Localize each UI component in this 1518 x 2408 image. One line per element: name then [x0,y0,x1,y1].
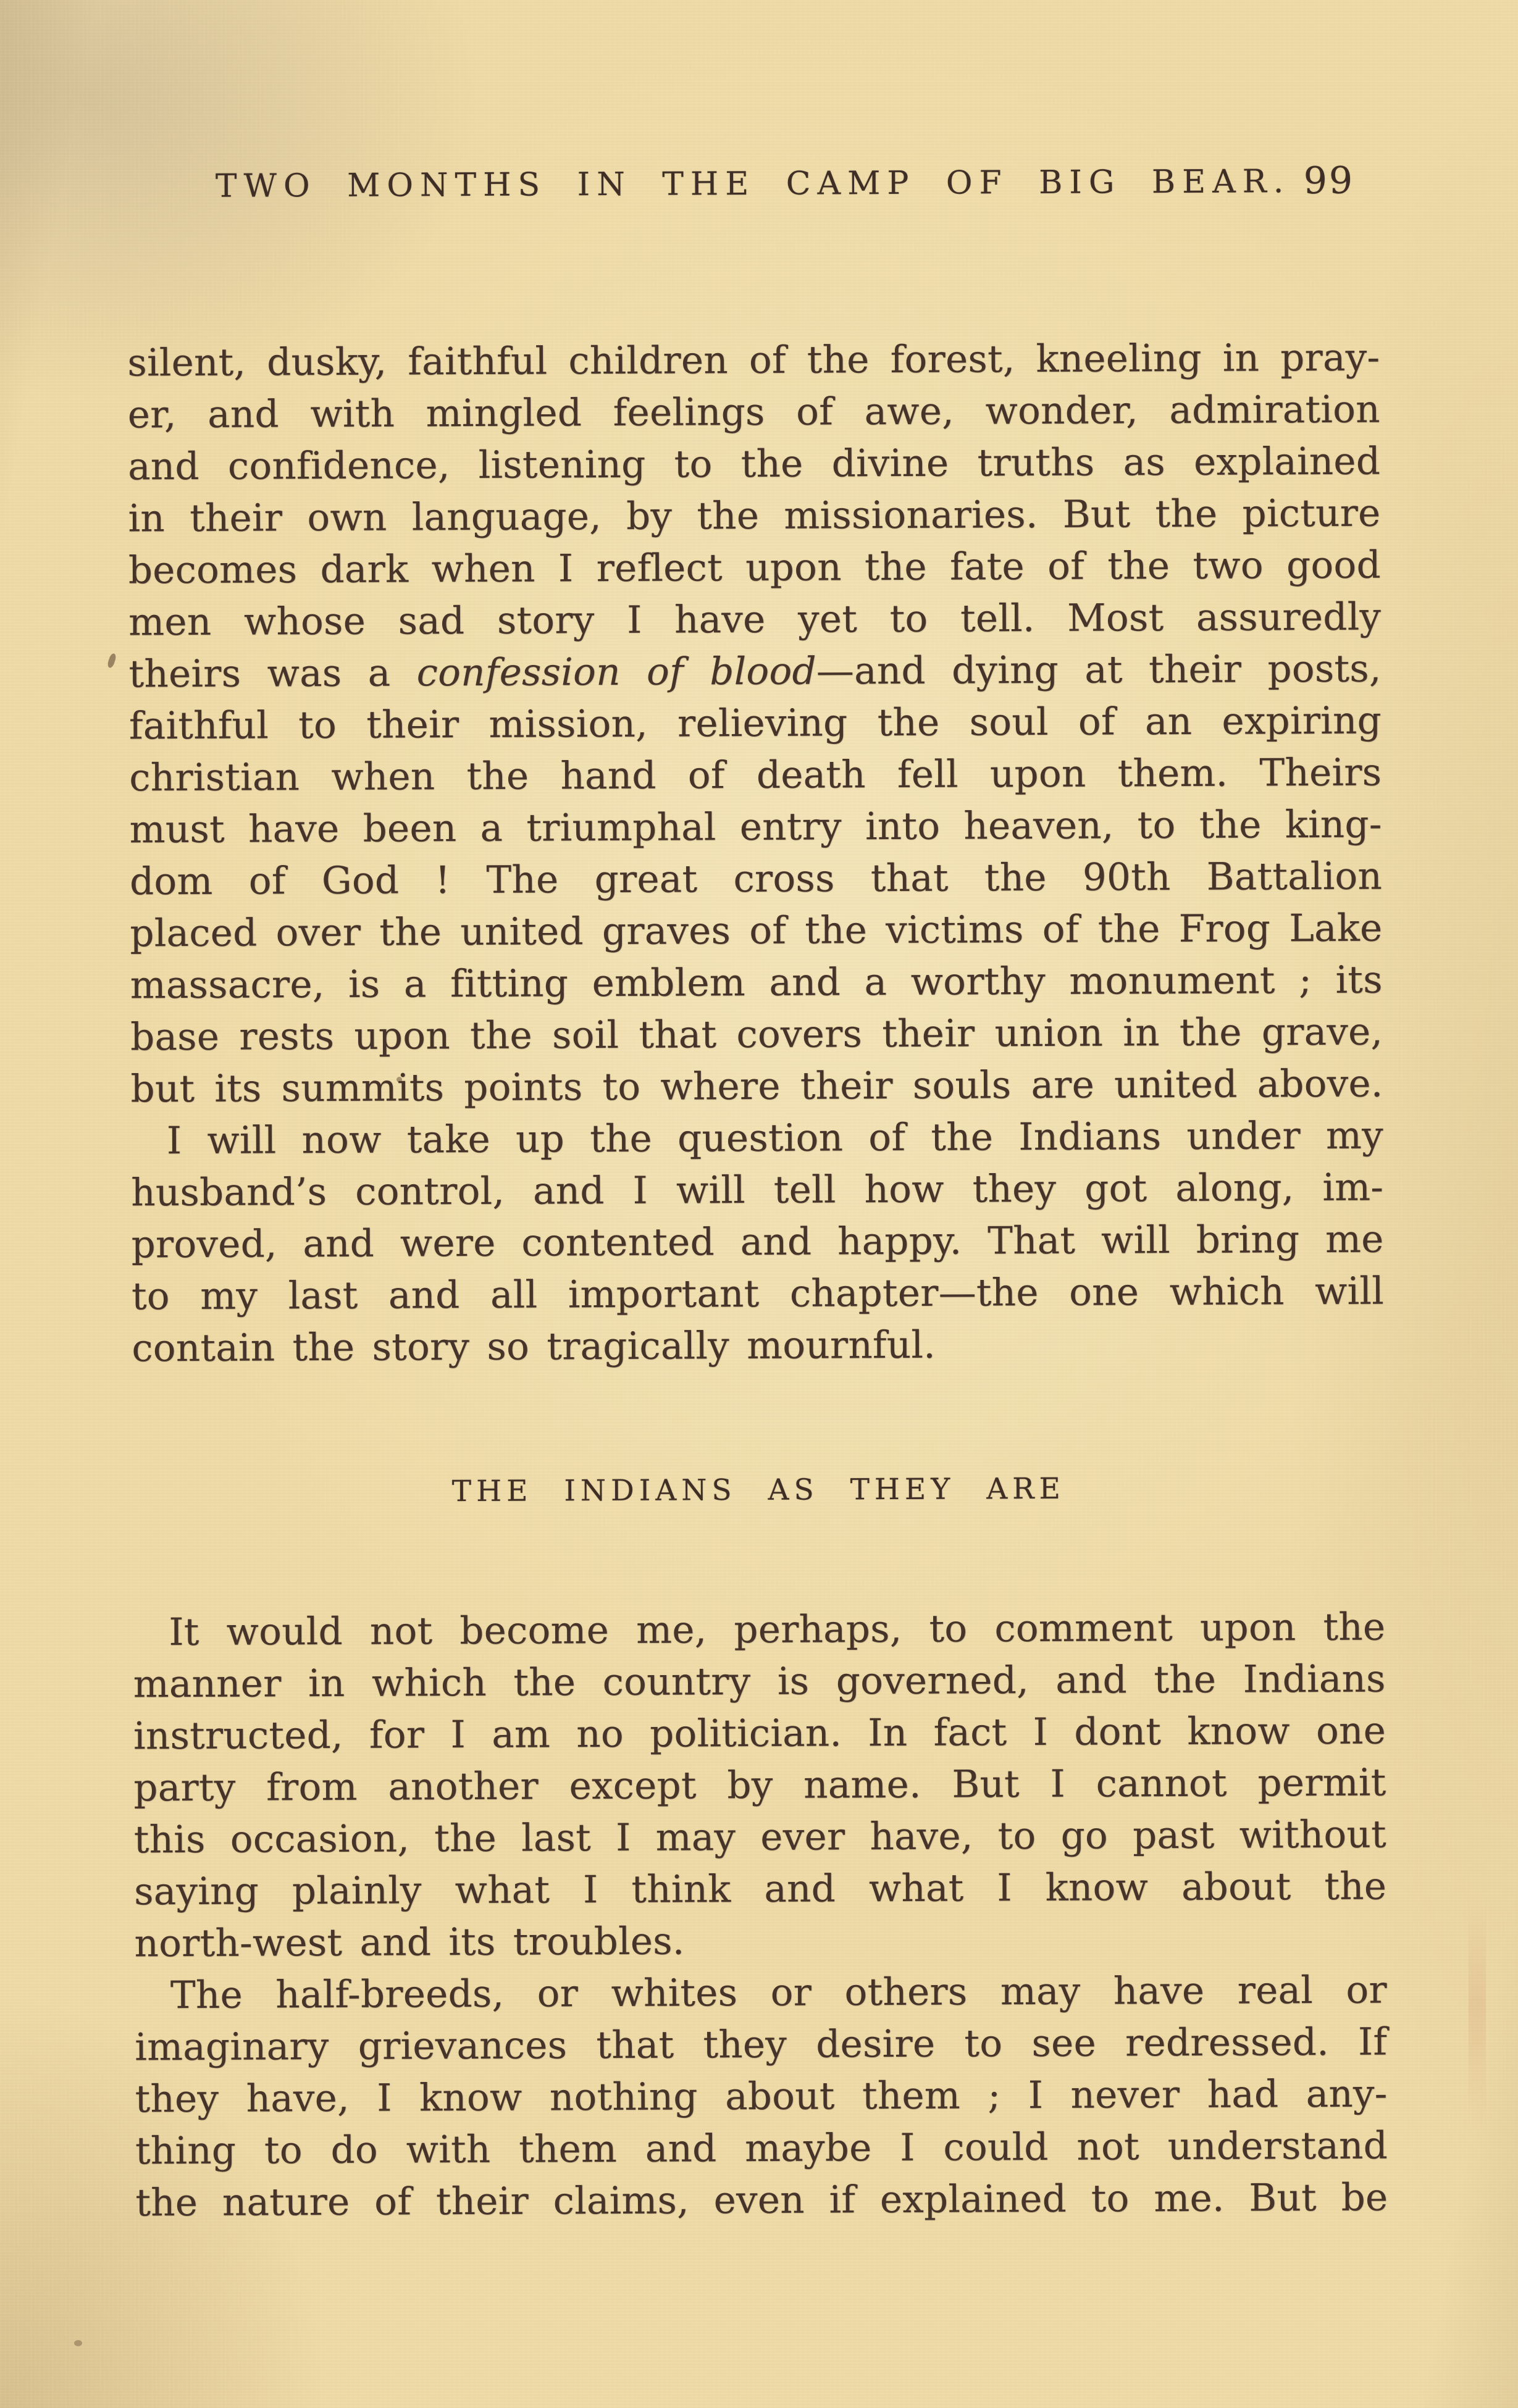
page-content [127,159,1388,2230]
text-line: base rests upon the soil that covers their union in the grave, [130,1010,1383,1060]
text-line: must have been a triumphal entry into heaven, to the king- [129,802,1382,852]
text-line: placed over the united graves of the victims of the Frog Lake [130,906,1383,956]
text-line: in their own language, by the missionaries. But the picture [128,491,1381,541]
text-line: contain the story so tragically mournful. [132,1323,936,1371]
text-line: manner in which the country is governed, and the Indians [133,1657,1386,1707]
text-line: becomes dark when I reflect upon the fate of the two good [128,543,1381,593]
page-number: 99 [1303,159,1355,203]
text-line: and confidence, listening to the divine truths as explained [127,439,1381,489]
text-line: er, and with mingled feelings of awe, wonder, admiration [127,387,1380,437]
text-block [127,332,1388,2230]
text-line: It would not become me, perhaps, to comment upon the [169,1605,1386,1655]
ink-speck [74,2340,82,2346]
running-title: TWO MONTHS IN THE CAMP OF BIG BEAR. [215,163,1291,205]
text-line: north-west and its troubles. [134,1919,685,1966]
text-line: men whose sad story I have yet to tell. Most assuredly [128,595,1382,645]
text-line: thing to do with them and maybe I could not understand [135,2123,1388,2173]
page-header [127,159,1379,220]
text-line: massacre, is a fitting emblem and a worthy monument ; its [130,958,1383,1008]
text-line: dom of God ! The great cross that the 90th Battalion [129,854,1383,904]
paragraph [131,1110,1385,1375]
text-line: The half-breeds, or whites or others may have real or [170,1968,1388,2018]
text-line: instructed, for I am no politician. In fact I dont know one [133,1708,1386,1758]
paragraph [127,332,1383,1116]
text-line: party from another except by name. But I cannot permit [133,1760,1386,1810]
text-line: I will now take up the question of the Indians under my [166,1113,1384,1163]
text-line: they have, I know nothing about them ; I never had any- [135,2071,1388,2122]
text-line: but its summits points to where their souls are united above. [130,1061,1383,1111]
text-line: faithful to their mission, relieving the soul of an expiring [128,698,1382,748]
section-heading: THE INDIANS AS THEY ARE [451,1471,1066,1509]
text-line: christian when the hand of death fell upon them. Theirs [129,750,1382,800]
text-line: theirs was a confession of blood—and dying at their posts, [128,646,1382,696]
paragraph [133,1602,1387,1970]
paragraph [135,1965,1388,2230]
text-line: to my last and all important chapter—the one which will [131,1269,1385,1319]
text-line: imaginary grievances that they desire to see redressed. If [135,2020,1388,2070]
text-line: this occasion, the last I may ever have, to go past without [133,1812,1386,1862]
paper-stain [1469,1902,1486,2130]
text-line: proved, and were contented and happy. That will bring me [131,1217,1384,1267]
text-line: the nature of their claims, even if explained to me. But be [135,2175,1388,2225]
text-line: saying plainly what I think and what I know about the [134,1864,1387,1914]
text-line: husband’s control, and I will tell how they got along, im- [131,1165,1384,1215]
text-line: silent, dusky, faithful children of the forest, kneeling in pray- [127,335,1380,385]
